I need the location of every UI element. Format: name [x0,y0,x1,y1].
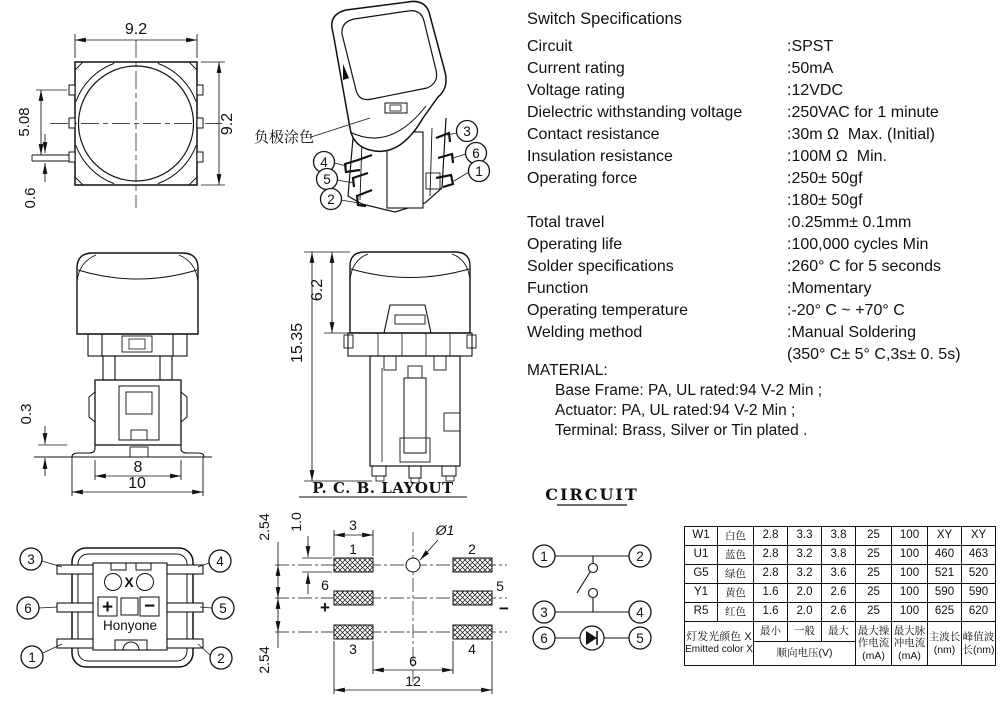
spec-label: Contact resistance [527,126,660,143]
footer-label-cn: 灯发光颜色 X [686,631,752,644]
dim-pad-height: 1.0 [288,512,304,532]
table-row [685,546,996,565]
spec-value: :SPST [787,38,834,55]
cell-wl-dom: XY [928,527,962,546]
spec-row [527,278,995,300]
pin-label-4: 4 [320,155,328,170]
cell-vf-min: 1.6 [754,603,788,622]
cell-wl-peak: 463 [962,546,996,565]
spec-label: Dielectric withstanding voltage [527,104,743,121]
pin-label-2: 2 [327,192,335,207]
material-title: MATERIAL: [527,362,608,379]
spec-value: :250± 50gf [787,170,863,187]
dim-cap-height: 6.2 [309,278,326,302]
pcb-layout-title: P. C. B. LAYOUT [312,480,454,497]
plus-marking: + [320,598,330,617]
spec-row [527,80,995,102]
cap-front [77,253,198,334]
spec-value: :100,000 cycles Min [787,236,929,253]
spec-value: :180± 50gf [787,192,863,209]
spec-label: Welding method [527,324,643,341]
neck-front [103,356,172,380]
perspective-view-drawing [250,0,520,232]
pin-label-5: 5 [219,601,227,616]
switch-specifications [527,8,995,366]
side-view-drawing [268,238,483,488]
spec-label: Insulation resistance [527,148,673,165]
dim-hole-diameter: Ø1 [435,522,455,538]
cell-vf-typ: 3.3 [788,527,822,546]
table-row [685,603,996,622]
minus-marking: − [143,596,156,617]
body-side [370,356,460,466]
collar-side [344,333,476,356]
material-line: Base Frame: PA, UL rated:94 V-2 Min ; [555,382,823,399]
pin-label-1: 1 [28,650,36,665]
spec-value: :-20° C ~ +70° C [787,302,905,319]
x-marking: X [124,574,134,590]
cell-vf-max: 3.8 [822,527,856,546]
cell-code: U1 [685,546,718,565]
specs-title: Switch Specifications [527,10,682,28]
footer-label-en: Emitted color X [685,644,753,656]
pad-number-4: 4 [468,641,476,657]
dim-row-pitch-top: 2.54 [256,513,272,541]
cell-vf-max: 3.8 [822,546,856,565]
pad-number-5: 5 [496,578,504,594]
spec-row [527,102,995,124]
pin-label-6: 6 [24,601,32,616]
pin-label-5: 5 [323,172,331,187]
center-hole [406,558,420,572]
spec-value: :250VAC for 1 minute [787,104,939,121]
pin-label-6: 6 [472,146,480,161]
circuit-diagram [523,483,688,663]
pin-label-4: 4 [636,605,644,620]
material-line: Terminal: Brass, Silver or Tin plated . [555,422,808,439]
dim-top-width: 9.2 [124,21,148,38]
spec-label: Current rating [527,60,625,77]
footer-forward-voltage: 顺向电压(V) [754,642,856,666]
pad-number-6: 6 [321,577,329,593]
spec-label: Operating life [527,236,623,253]
spec-value: :Manual Soldering [787,324,916,341]
spec-label: Circuit [527,38,573,55]
cell-code: R5 [685,603,718,622]
dim-row-pitch-bottom: 2.54 [256,646,272,674]
led-spec-table [684,526,996,666]
spec-row [527,36,995,58]
lead-wire [32,155,69,161]
cell-i-pulse: 100 [892,584,928,603]
footer-dominant-wavelength: 主波长(nm) [928,622,962,666]
cell-vf-min: 1.6 [754,584,788,603]
spec-label: Operating temperature [527,302,688,319]
cell-vf-typ: 3.2 [788,565,822,584]
material-line: Actuator: PA, UL rated:94 V-2 Min ; [555,402,796,419]
cell-i-op: 25 [856,565,892,584]
dim-lead-thickness: 0.6 [22,187,39,209]
cell-i-pulse: 100 [892,565,928,584]
spec-label: Operating force [527,170,638,187]
spec-label: Total travel [527,214,605,231]
cell-i-pulse: 100 [892,527,928,546]
cell-color: 绿色 [718,565,754,584]
cell-vf-typ: 3.2 [788,546,822,565]
cell-wl-peak: 590 [962,584,996,603]
spec-value: :100M Ω Min. [787,148,887,165]
minus-marking: − [499,599,509,618]
spec-row [527,300,995,322]
table-footer-row [685,622,996,642]
cell-i-op: 25 [856,527,892,546]
spec-row [527,124,995,146]
footer-typ: 一般 [788,622,822,642]
material-info [527,361,822,441]
cell-vf-typ: 2.0 [788,584,822,603]
dimension-lines [38,426,203,492]
cell-i-op: 25 [856,584,892,603]
cell-wl-dom: 625 [928,603,962,622]
cell-i-op: 25 [856,603,892,622]
pin-label-1: 1 [475,164,483,179]
pin-label-3: 3 [540,605,548,620]
cell-code: G5 [685,565,718,584]
cell-vf-min: 2.8 [754,565,788,584]
spec-row [527,146,995,168]
footer-max-operating-current: 最大操作电流(mA) [856,622,892,666]
top-view-drawing [10,8,250,236]
pad-number-2: 2 [468,541,476,557]
pin-label-6: 6 [540,631,548,646]
collar-front [88,334,187,356]
pin-label-2: 2 [636,549,644,564]
circuit-title: CIRCUIT [545,485,639,504]
pin-label-3: 3 [463,124,471,139]
cell-code: W1 [685,527,718,546]
table-row [685,584,996,603]
cathode-marking-label: 负极涂色 [254,129,315,146]
footer-emitted-color [685,622,754,666]
spec-value: :30m Ω Max. (Initial) [787,126,935,143]
footer-max: 最大 [822,622,856,642]
pin-label-5: 5 [636,631,644,646]
front-view-drawing [12,240,237,502]
pin-label-4: 4 [216,554,224,569]
dim-terminal-pitch: 5.08 [16,107,33,137]
spec-value: :12VDC [787,82,844,99]
table-row [685,565,996,584]
spec-row [527,322,995,344]
spec-row [527,256,995,278]
spec-value: :Momentary [787,280,872,297]
pad-number-1: 1 [349,541,357,557]
dim-side-height: 9.2 [219,112,236,136]
dim-body-width: 8 [133,459,143,476]
cap-side [350,252,470,333]
table-row [685,527,996,546]
cell-color: 蓝色 [718,546,754,565]
feet-front [34,445,212,496]
cell-wl-dom: 590 [928,584,962,603]
spec-label: Solder specifications [527,258,674,275]
spec-row [527,190,995,212]
dim-total-height: 15.35 [289,322,306,364]
spec-value: :260° C for 5 seconds [787,258,942,275]
cell-vf-typ: 2.0 [788,603,822,622]
bottom-view-drawing [12,522,252,702]
pin-label-3: 3 [27,552,35,567]
cell-i-op: 25 [856,546,892,565]
spec-row [527,58,995,80]
dim-inner-span: 6 [409,653,417,669]
footer-peak-wavelength: 峰值波长(nm) [962,622,996,666]
pin-label-2: 2 [217,651,225,666]
cell-vf-max: 2.6 [822,584,856,603]
cell-i-pulse: 100 [892,603,928,622]
spec-row [527,212,995,234]
dim-pad-width: 3 [349,517,357,533]
cell-wl-peak: 620 [962,603,996,622]
cell-code: Y1 [685,584,718,603]
cell-i-pulse: 100 [892,546,928,565]
cell-vf-max: 2.6 [822,603,856,622]
plus-marking: + [101,597,114,618]
pin-label-1: 1 [540,549,548,564]
dim-feet-span: 10 [128,475,146,492]
footer-min: 最小 [754,622,788,642]
dim-total-span: 12 [405,673,421,689]
cell-wl-peak: 520 [962,565,996,584]
dim-standoff: 0.3 [18,403,35,425]
pad-number-3: 3 [349,641,357,657]
cell-wl-dom: 521 [928,565,962,584]
spec-label: Function [527,280,589,297]
cell-vf-min: 2.8 [754,546,788,565]
spec-row [527,234,995,256]
spec-value: :50mA [787,60,834,77]
spec-value: :0.25mm± 0.1mm [787,214,912,231]
spec-value: (350° C± 5° C,3s± 0. 5s) [787,346,961,363]
cell-wl-dom: 460 [928,546,962,565]
body-front [89,380,187,445]
cell-wl-peak: XY [962,527,996,546]
footer-max-pulse-current: 最大脉冲电流(mA) [892,622,928,666]
pcb-layout-drawing [255,480,517,705]
brand-text: Honyone [102,618,158,633]
cell-color: 黄色 [718,584,754,603]
spec-row [527,168,995,190]
led-symbol [580,626,604,650]
cell-vf-min: 2.8 [754,527,788,546]
cell-color: 红色 [718,603,754,622]
cell-color: 白色 [718,527,754,546]
cell-vf-max: 3.6 [822,565,856,584]
spec-label: Voltage rating [527,82,625,99]
